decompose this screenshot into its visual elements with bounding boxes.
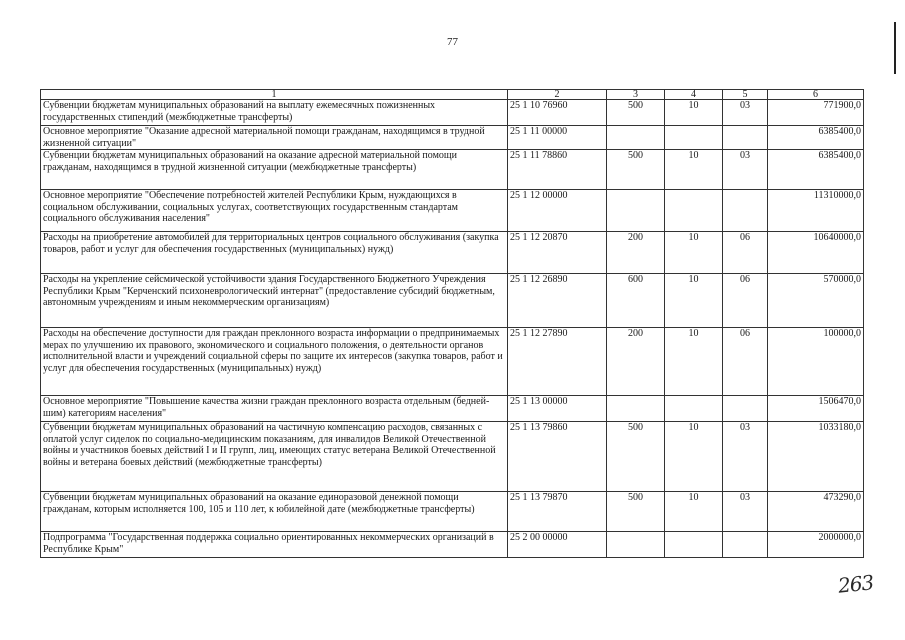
row-name: Основное мероприятие "Повышение качества жизни граждан преклонного возраста отдельным (беднейшим) категориям населения" — [41, 396, 508, 422]
table-row — [41, 232, 864, 274]
row-col4: 10 — [665, 422, 723, 492]
row-sum: 1506470,0 — [768, 396, 864, 422]
row-col4: 10 — [665, 150, 723, 190]
row-sum: 100000,0 — [768, 328, 864, 396]
column-header: 5 — [723, 90, 768, 100]
row-sum: 6385400,0 — [768, 126, 864, 150]
table-row — [41, 274, 864, 328]
row-col3: 600 — [607, 274, 665, 328]
row-col3: 200 — [607, 232, 665, 274]
row-name: Субвенции бюджетам муниципальных образований на оказание единоразовой денежной помощи гражданам, которым исполняется 100, 105 и 110 лет, к юбилейной дате (межбюджетные трансферты) — [41, 492, 508, 532]
row-col4: 10 — [665, 232, 723, 274]
row-code: 25 1 11 00000 — [508, 126, 607, 150]
row-sum: 771900,0 — [768, 100, 864, 126]
row-sum: 473290,0 — [768, 492, 864, 532]
row-code: 25 1 12 00000 — [508, 190, 607, 232]
row-name: Расходы на приобретение автомобилей для территориальных центров социального обслуживания (закупка товаров, работ и услуг для обеспечения государственных (муниципальных) нужд) — [41, 232, 508, 274]
table-row — [41, 422, 864, 492]
row-col3 — [607, 532, 665, 558]
table-row — [41, 150, 864, 190]
handwritten-page-number: 263 — [836, 570, 875, 598]
row-col4 — [665, 532, 723, 558]
row-code: 25 1 12 26890 — [508, 274, 607, 328]
row-col5: 06 — [723, 328, 768, 396]
row-col5: 03 — [723, 422, 768, 492]
table-row — [41, 190, 864, 232]
row-col4 — [665, 396, 723, 422]
budget-table — [40, 89, 864, 558]
row-sum: 11310000,0 — [768, 190, 864, 232]
row-col5 — [723, 126, 768, 150]
row-sum: 6385400,0 — [768, 150, 864, 190]
row-code: 25 2 00 00000 — [508, 532, 607, 558]
row-name: Основное мероприятие "Оказание адресной материальной помощи гражданам, находящимся в трудной жизненной ситуации" — [41, 126, 508, 150]
row-col5: 06 — [723, 232, 768, 274]
row-code: 25 1 13 79870 — [508, 492, 607, 532]
column-header: 4 — [665, 90, 723, 100]
row-col3: 500 — [607, 422, 665, 492]
budget-table-body — [41, 90, 864, 558]
row-col3: 200 — [607, 328, 665, 396]
table-row — [41, 100, 864, 126]
row-sum: 570000,0 — [768, 274, 864, 328]
row-col4: 10 — [665, 492, 723, 532]
row-name: Расходы на укрепление сейсмической устойчивости здания Государственного Бюджетного Учреждения Республики Крым "Керченский психоневрологический интернат" (предоставление субсидий бюджетным, автономным учреждениям и иным некоммерческим организациям) — [41, 274, 508, 328]
row-col5 — [723, 396, 768, 422]
page-number: 77 — [447, 36, 458, 48]
row-col3 — [607, 126, 665, 150]
column-header: 2 — [508, 90, 607, 100]
row-name: Субвенции бюджетам муниципальных образований на оказание адресной материальной помощи гражданам, находящимся в трудной жизненной ситуации (межбюджетные трансферты) — [41, 150, 508, 190]
table-header-row — [41, 90, 864, 100]
row-col3 — [607, 190, 665, 232]
row-col4: 10 — [665, 328, 723, 396]
row-col5: 03 — [723, 100, 768, 126]
table-row — [41, 532, 864, 558]
row-col5: 06 — [723, 274, 768, 328]
row-col4 — [665, 190, 723, 232]
row-name: Подпрограмма "Государственная поддержка социально ориентированных некоммерческих организаций в Республике Крым" — [41, 532, 508, 558]
row-code: 25 1 12 20870 — [508, 232, 607, 274]
column-header: 1 — [41, 90, 508, 100]
row-name: Основное мероприятие "Обеспечение потребностей жителей Республики Крым, нуждающихся в социальном обслуживании, социальных услугах, соответствующих государственным стандартам социального обслуживания населения" — [41, 190, 508, 232]
row-col4: 10 — [665, 274, 723, 328]
row-col5: 03 — [723, 150, 768, 190]
row-col4 — [665, 126, 723, 150]
page-edge-mark — [894, 22, 896, 74]
row-sum: 1033180,0 — [768, 422, 864, 492]
row-col3: 500 — [607, 100, 665, 126]
table-row — [41, 328, 864, 396]
row-name: Субвенции бюджетам муниципальных образований на выплату ежемесячных пожизненных государственных стипендий (межбюджетные трансферты) — [41, 100, 508, 126]
table-row — [41, 492, 864, 532]
row-name: Субвенции бюджетам муниципальных образований на частичную компенсацию расходов, связанных с оплатой услуг сиделок по социально-медицинским показаниям, для инвалидов Великой Отечественной войны и участников боевых действий I и II групп, лиц, имеющих статус ветерана Великой Отечественной войны и ветерана боевых действий (межбюджетные трансферты) — [41, 422, 508, 492]
row-col4: 10 — [665, 100, 723, 126]
row-code: 25 1 13 79860 — [508, 422, 607, 492]
row-name: Расходы на обеспечение доступности для граждан преклонного возраста информации о предпринимаемых мерах по улучшению их правового, экономического и социального положения, о деятельности органов исполнительной власти и учреждений социальной сферы по защите их интересов (закупка товаров, работ и услуг для обеспечения государственных (муниципальных) нужд) — [41, 328, 508, 396]
row-sum: 10640000,0 — [768, 232, 864, 274]
row-sum: 2000000,0 — [768, 532, 864, 558]
table-row — [41, 396, 864, 422]
row-code: 25 1 13 00000 — [508, 396, 607, 422]
row-col5 — [723, 190, 768, 232]
row-code: 25 1 11 78860 — [508, 150, 607, 190]
row-col5: 03 — [723, 492, 768, 532]
row-code: 25 1 10 76960 — [508, 100, 607, 126]
row-code: 25 1 12 27890 — [508, 328, 607, 396]
row-col5 — [723, 532, 768, 558]
row-col3 — [607, 396, 665, 422]
table-row — [41, 126, 864, 150]
row-col3: 500 — [607, 150, 665, 190]
column-header: 6 — [768, 90, 864, 100]
row-col3: 500 — [607, 492, 665, 532]
column-header: 3 — [607, 90, 665, 100]
